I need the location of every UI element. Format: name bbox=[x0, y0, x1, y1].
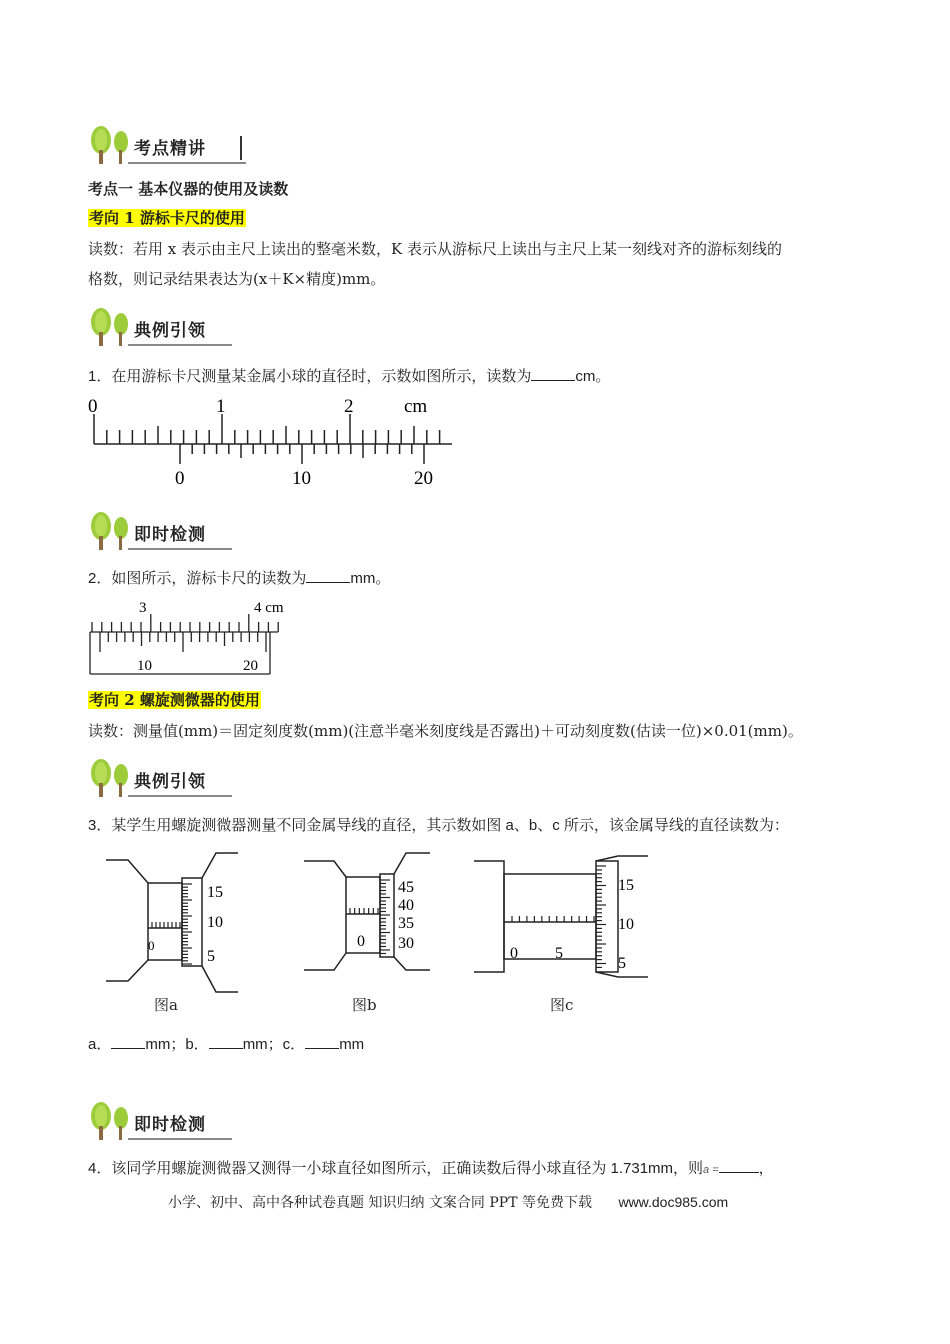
topic-highlight-1: 考向 1 游标卡尺的使用 bbox=[89, 209, 245, 227]
sleeve-label: 0 bbox=[148, 938, 155, 953]
badge-underline bbox=[128, 162, 246, 164]
vernier-label: 0 bbox=[175, 468, 185, 489]
section-badge-dianli bbox=[88, 306, 238, 348]
section-badge-dianli-2 bbox=[88, 757, 238, 799]
footer-link[interactable]: www.doc985.com bbox=[618, 1194, 729, 1210]
vernier-label: 20 bbox=[414, 468, 433, 489]
section-badge-jishi-2 bbox=[88, 1100, 238, 1142]
answer-blank-c[interactable] bbox=[305, 1034, 339, 1049]
answer-a-label: a． bbox=[88, 1036, 112, 1053]
section-badge-label: 即时检测 bbox=[134, 525, 206, 545]
question-4-end: ， bbox=[758, 1160, 774, 1177]
question-3-answers bbox=[88, 1034, 364, 1054]
answer-blank-b[interactable] bbox=[209, 1034, 243, 1049]
badge-underline bbox=[128, 1138, 232, 1140]
thimble-label: 5 bbox=[618, 955, 626, 972]
answer-unit: mm bbox=[339, 1036, 365, 1053]
thimble-label: 30 bbox=[398, 935, 414, 952]
answer-blank-2[interactable] bbox=[306, 568, 350, 583]
section-badge-label: 典例引领 bbox=[134, 321, 206, 341]
answer-blank-4[interactable] bbox=[719, 1158, 759, 1173]
vernier-caliper-figure-2 bbox=[86, 596, 306, 680]
section-title: 考点一 基本仪器的使用及读数 bbox=[88, 180, 289, 198]
question-3-text: 3．某学生用螺旋测微器测量不同金属导线的直径，其示数如图 a、b、c 所示，该金属导线的直径读数为： bbox=[88, 817, 789, 834]
sleeve-label: 5 bbox=[555, 945, 563, 962]
badge-underline bbox=[128, 795, 232, 797]
section-badge-jishi bbox=[88, 510, 238, 552]
section-badge-label: 典例引领 bbox=[134, 772, 206, 792]
main-scale-label: 4 cm bbox=[254, 600, 284, 616]
sleeve-label: 0 bbox=[357, 933, 365, 950]
topic-highlight-2: 考向 2 螺旋测微器的使用 bbox=[89, 691, 260, 709]
main-scale-unit: cm bbox=[404, 396, 428, 417]
tree-icon bbox=[88, 757, 134, 799]
question-1-text: 1．在用游标卡尺测量某金属小球的直径时，示数如图所示，读数为 bbox=[88, 368, 532, 385]
thimble-label: 15 bbox=[207, 884, 223, 901]
thimble-label: 10 bbox=[618, 916, 634, 933]
thimble-label: 35 bbox=[398, 915, 414, 932]
thimble-label: 15 bbox=[618, 877, 634, 894]
badge-underline bbox=[128, 344, 232, 346]
question-2-unit: mm。 bbox=[350, 570, 391, 587]
question-4-variable: a = bbox=[703, 1164, 719, 1176]
question-1 bbox=[88, 366, 610, 386]
reading-text-line1: 读数：若用 x 表示由主尺上读出的整毫米数，K 表示从游标尺上读出与主尺上某一刻线对齐的游标刻线的 bbox=[88, 240, 782, 258]
badge-bar bbox=[240, 136, 242, 160]
question-4 bbox=[88, 1158, 774, 1179]
section-badge-kaodian bbox=[88, 124, 248, 166]
question-2 bbox=[88, 568, 390, 588]
micrometer-figure-b bbox=[302, 850, 442, 996]
answer-blank-1[interactable] bbox=[531, 366, 575, 381]
main-scale-label: 3 bbox=[139, 600, 147, 616]
main-scale-label: 0 bbox=[88, 396, 98, 417]
question-2-text: 2．如图所示，游标卡尺的读数为 bbox=[88, 570, 307, 587]
thimble-label: 40 bbox=[398, 897, 414, 914]
tree-icon bbox=[88, 510, 134, 552]
vernier-label: 10 bbox=[292, 468, 311, 489]
vernier-caliper-figure-1 bbox=[80, 392, 470, 492]
tree-icon bbox=[88, 306, 134, 348]
figure-a-caption: 图a bbox=[154, 996, 178, 1014]
answer-blank-a[interactable] bbox=[111, 1034, 145, 1049]
micrometer-reading-text: 读数：测量值(mm)＝固定刻度数(mm)(注意半毫米刻度线是否露出)＋可动刻度数(估读一位)×0.01(mm)。 bbox=[88, 722, 803, 740]
footer-text bbox=[168, 1193, 728, 1212]
thimble-label: 10 bbox=[207, 914, 223, 931]
footer-description: 小学、初中、高中各种试卷真题 知识归纳 文案合同 PPT 等免费下载 bbox=[168, 1195, 592, 1211]
main-scale-label: 2 bbox=[344, 396, 354, 417]
figure-c-caption: 图c bbox=[550, 996, 574, 1014]
badge-underline bbox=[128, 548, 232, 550]
vernier-label: 10 bbox=[137, 658, 152, 674]
figure-b-caption: 图b bbox=[352, 996, 377, 1014]
question-1-unit: cm。 bbox=[575, 368, 611, 385]
sleeve-label: 0 bbox=[510, 945, 518, 962]
vernier-label: 20 bbox=[243, 658, 258, 674]
answer-c-label: mm；c． bbox=[242, 1036, 306, 1053]
answer-b-label: mm；b． bbox=[145, 1036, 209, 1053]
question-4-text: 4．该同学用螺旋测微器又测得一小球直径如图所示，正确读数后得小球直径为 1.731mm，则 bbox=[88, 1160, 704, 1177]
main-scale-label: 1 bbox=[216, 396, 226, 417]
micrometer-figure-a bbox=[104, 850, 244, 996]
thimble-label: 45 bbox=[398, 879, 414, 896]
section-badge-label: 即时检测 bbox=[134, 1115, 206, 1135]
micrometer-figure-c bbox=[472, 850, 652, 980]
tree-icon bbox=[88, 1100, 134, 1142]
section-badge-label: 考点精讲 bbox=[134, 139, 206, 159]
thimble-label: 5 bbox=[207, 948, 215, 965]
reading-text-line2: 格数，则记录结果表达为(x＋K×精度)mm。 bbox=[88, 270, 386, 288]
tree-icon bbox=[88, 124, 134, 166]
